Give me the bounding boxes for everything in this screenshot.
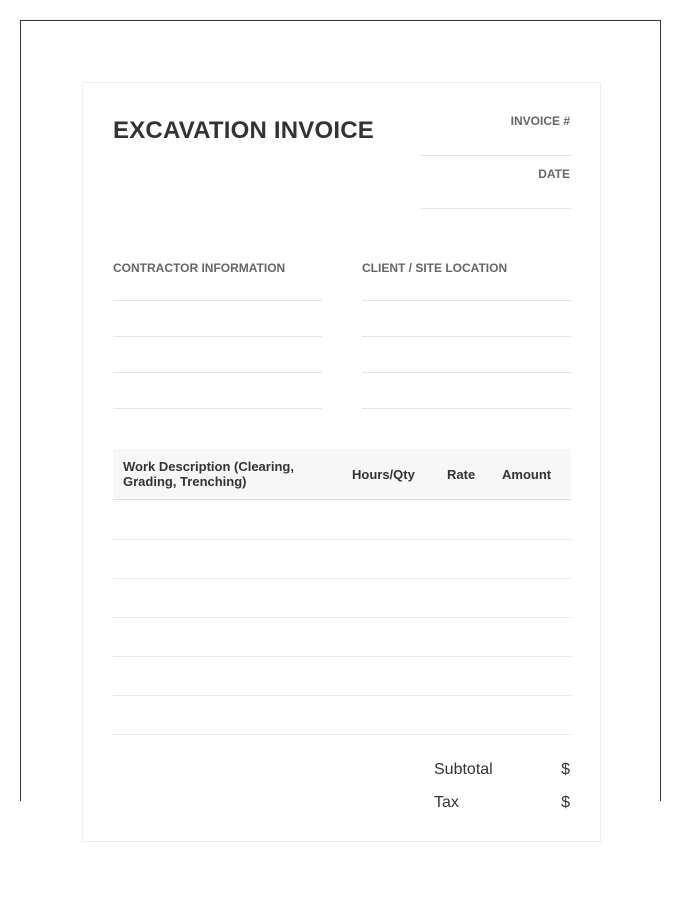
column-header-rate: Rate: [447, 467, 476, 482]
table-row[interactable]: [113, 656, 571, 657]
tax-value: $: [561, 794, 570, 811]
table-row[interactable]: [113, 617, 571, 618]
table-row[interactable]: [113, 539, 571, 540]
date-label: DATE: [538, 167, 570, 181]
contractor-info-label: CONTRACTOR INFORMATION: [113, 261, 286, 275]
client-field-line[interactable]: [362, 336, 571, 337]
subtotal-value: $: [561, 761, 570, 778]
tax-label: Tax: [434, 794, 459, 811]
table-row[interactable]: [113, 695, 571, 696]
contractor-field-line[interactable]: [113, 336, 322, 337]
page-frame: [20, 20, 661, 811]
table-row[interactable]: [113, 578, 571, 579]
work-table-header: [113, 449, 571, 500]
subtotal-label: Subtotal: [434, 761, 493, 778]
column-header-amount: Amount: [502, 467, 552, 482]
column-header-description: Work Description (Clearing, Grading, Trenching): [123, 459, 294, 489]
invoice-number-label: INVOICE #: [510, 114, 570, 128]
client-field-line[interactable]: [362, 408, 571, 409]
date-field[interactable]: [421, 208, 571, 209]
table-row[interactable]: [113, 734, 571, 735]
client-field-line[interactable]: [362, 372, 571, 373]
column-header-hours-qty: Hours/Qty: [352, 467, 415, 482]
invoice-number-field[interactable]: [421, 155, 571, 156]
client-field-line[interactable]: [362, 300, 571, 301]
invoice-title: EXCAVATION INVOICE: [113, 117, 374, 144]
contractor-field-line[interactable]: [113, 300, 322, 301]
client-site-label: CLIENT / SITE LOCATION: [362, 261, 508, 275]
contractor-field-line[interactable]: [113, 408, 322, 409]
invoice-sheet: [82, 82, 601, 842]
contractor-field-line[interactable]: [113, 372, 322, 373]
